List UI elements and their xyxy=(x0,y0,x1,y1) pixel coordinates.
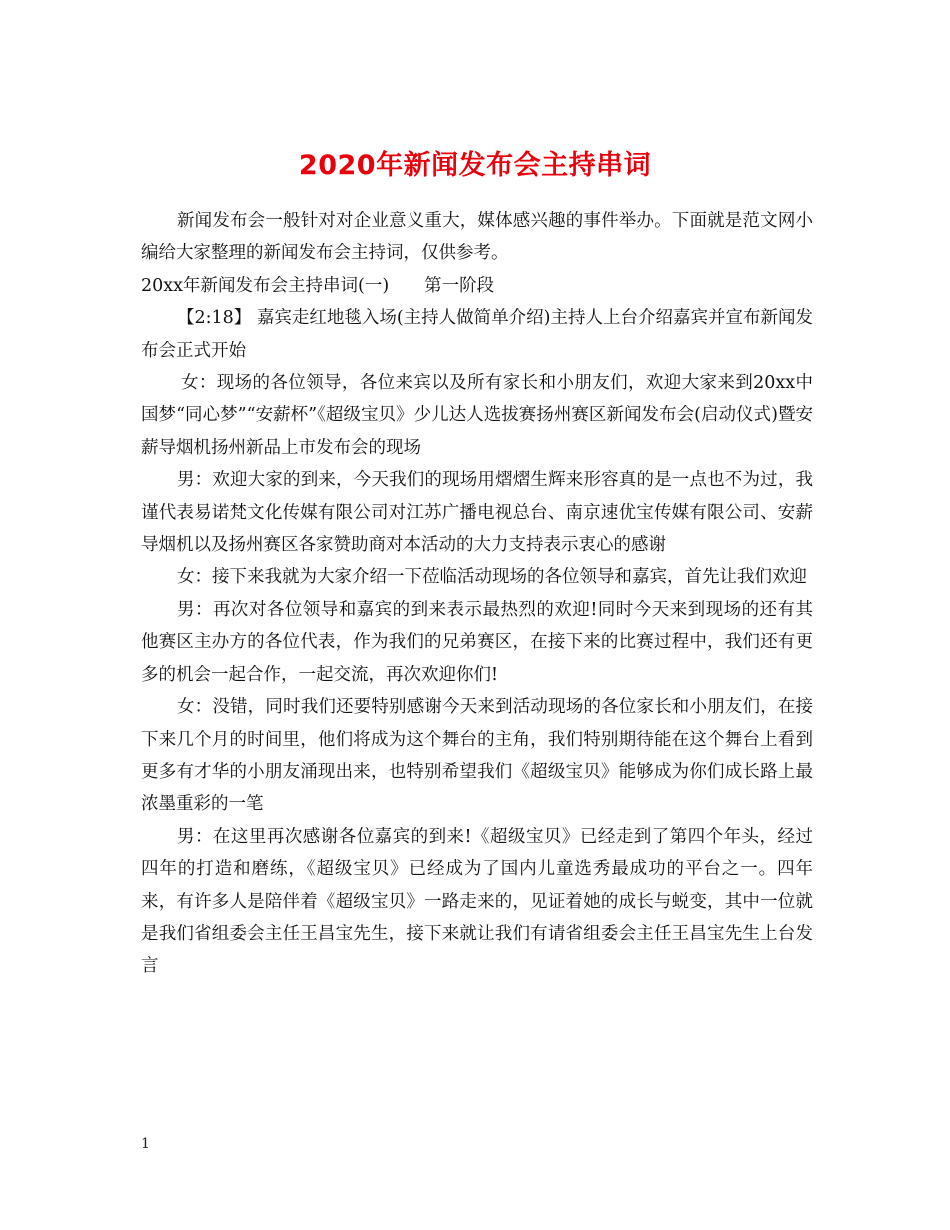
female-host-line-2: 女：接下来我就为大家介绍一下莅临活动现场的各位领导和嘉宾，首先让我们欢迎 xyxy=(177,567,807,588)
male-host-line-3: 男：在这里再次感谢各位嘉宾的到来!《超级宝贝》已经走到了第四个年头，经过四年的打造和磨练，《超级宝贝》已经成为了国内儿童选秀最成功的平台之一。四年来，有许多人是陪伴着《超级宝贝》一路走来的，见证着她的成长与蜕变，其中一位就是我们省组委会主任王昌宝先生，接下来就让我们有请省组委会主任王昌宝先生上台发言 xyxy=(141,826,813,977)
document-title: 2020年新闻发布会主持串词 xyxy=(298,150,652,182)
female-host-line-1: 女：现场的各位领导，各位来宾以及所有家长和小朋友们，欢迎大家来到20xx中国梦“同心梦”“安薪杯”《超级宝贝》少儿达人选拔赛扬州赛区新闻发布会(启动仪式)暨安薪导烟机扬州新品上市发布会的现场 xyxy=(141,373,813,458)
intro-paragraph: 新闻发布会一般针对对企业意义重大，媒体感兴趣的事件举办。下面就是范文网小编给大家整理的新闻发布会主持词，仅供参考。 xyxy=(141,211,813,264)
document-body xyxy=(141,205,813,983)
male-host-line-2: 男：再次对各位领导和嘉宾的到来表示最热烈的欢迎!同时今天来到现场的还有其他赛区主办方的各位代表，作为我们的兄弟赛区，在接下来的比赛过程中，我们还有更多的机会一起合作，一起交流，再次欢迎你们! xyxy=(141,599,813,685)
stage-note-paragraph: 【2:18】 嘉宾走红地毯入场(主持人做简单介绍)主持人上台介绍嘉宾并宣布新闻发布会正式开始 xyxy=(141,308,814,361)
section-heading: 20xx年新闻发布会主持串词(一) 第一阶段 xyxy=(141,275,495,296)
male-host-line-1: 男：欢迎大家的到来，今天我们的现场用熠熠生辉来形容真的是一点也不为过，我谨代表易诺梵文化传媒有限公司对江苏广播电视总台、南京速优宝传媒有限公司、安薪导烟机以及扬州赛区各家赞助商对本活动的大力支持表示衷心的感谢 xyxy=(141,470,813,556)
female-host-line-3: 女：没错，同时我们还要特别感谢今天来到活动现场的各位家长和小朋友们，在接下来几个月的时间里，他们将成为这个舞台的主角，我们特别期待能在这个舞台上看到更多有才华的小朋友涌现出来，也特别希望我们《超级宝贝》能够成为你们成长路上最浓墨重彩的一笔 xyxy=(141,697,813,815)
page-number: 1 xyxy=(141,1136,150,1152)
